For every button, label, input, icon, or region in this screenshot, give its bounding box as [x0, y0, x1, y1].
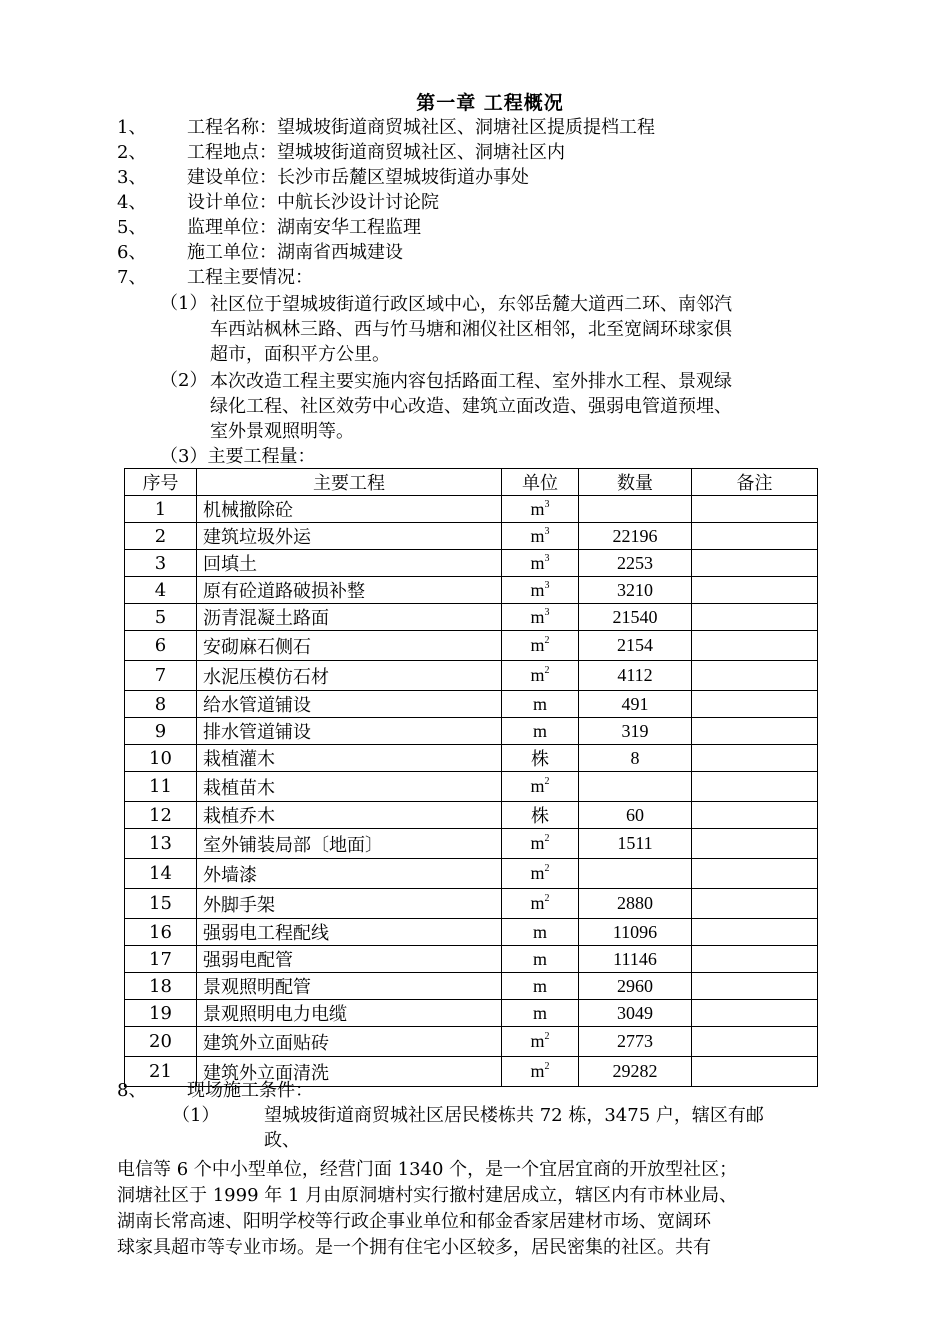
unit-text: 株 [531, 749, 549, 769]
unit-exponent: 3 [544, 579, 550, 591]
remark-cell [692, 829, 818, 859]
quantity-cell: 1511 [579, 829, 692, 859]
item-number: 8、 [117, 1080, 147, 1101]
table-row [125, 691, 818, 718]
quantity-cell: 4112 [579, 661, 692, 691]
remark-cell [692, 772, 818, 802]
paragraph-line: 电信等 6 个中小型单位，经营门面 1340 个，是一个宜居宜商的开放型社区； [117, 1159, 738, 1180]
item-text: 施工单位：湖南省西城建设 [187, 242, 403, 263]
unit-exponent: 3 [544, 552, 550, 564]
work-item-cell: 建筑外立面贴砖 [197, 1027, 502, 1057]
unit-exponent: 2 [544, 833, 550, 844]
header-cell: 序号 [125, 469, 197, 496]
item-number: 7、 [117, 267, 147, 288]
header-cell: 数量 [579, 469, 692, 496]
unit-cell [502, 973, 579, 1000]
item-number: 1、 [117, 117, 147, 138]
work-item-cell: 原有砼道路破损补整 [197, 577, 502, 604]
paragraph-line: 政、 [264, 1130, 300, 1151]
unit-text: m [530, 863, 545, 883]
item-text: 建设单位：长沙市岳麓区望城坡街道办事处 [187, 167, 529, 188]
header-cell: 备注 [692, 469, 818, 496]
quantity-cell: 29282 [579, 1057, 692, 1087]
quantity-cell: 491 [579, 691, 692, 718]
unit-cell [502, 691, 579, 718]
work-item-cell: 栽植灌木 [197, 745, 502, 772]
item-text: 现场施工条件： [187, 1080, 313, 1101]
unit-cell [502, 496, 579, 523]
remark-cell [692, 631, 818, 661]
sub-item-heading: （3）主要工程量： [160, 446, 316, 467]
unit-exponent: 2 [544, 776, 550, 787]
unit-text: m [532, 1002, 547, 1023]
unit-cell [502, 1057, 579, 1087]
remark-cell [692, 859, 818, 889]
table-row [125, 973, 818, 1000]
quantity-cell [579, 859, 692, 889]
unit-text: m [530, 525, 545, 546]
row-number-cell: 12 [125, 802, 197, 829]
work-item-cell: 回填土 [197, 550, 502, 577]
unit-text: m [530, 579, 545, 600]
table-row [125, 889, 818, 919]
sub-item-number: （1） [160, 293, 208, 314]
unit-text: m [532, 921, 547, 942]
row-number-cell: 5 [125, 604, 197, 631]
work-item-cell: 强弱电工程配线 [197, 919, 502, 946]
work-item-cell: 机械撤除砼 [197, 496, 502, 523]
table-row [125, 919, 818, 946]
unit-text: m [532, 693, 547, 714]
work-item-cell: 给水管道铺设 [197, 691, 502, 718]
row-number-cell: 11 [125, 772, 197, 802]
unit-text: m [530, 552, 545, 573]
work-item-cell: 排水管道铺设 [197, 718, 502, 745]
remark-cell [692, 1000, 818, 1027]
table-row [125, 718, 818, 745]
row-number-cell: 19 [125, 1000, 197, 1027]
unit-text: m [530, 893, 545, 913]
remark-cell [692, 604, 818, 631]
paragraph-line: 湖南长常高速、阳明学校等行政企事业单位和郁金香家居建材市场、宽阔环 [117, 1211, 711, 1232]
quantity-cell: 8 [579, 745, 692, 772]
item-text: 工程名称：望城坡街道商贸城社区、洞塘社区提质提档工程 [187, 117, 655, 138]
work-item-cell: 沥青混凝土路面 [197, 604, 502, 631]
unit-text: m [530, 498, 545, 519]
quantity-cell [579, 772, 692, 802]
item-number: 4、 [117, 192, 147, 213]
sub-item-number: （1） [172, 1105, 220, 1126]
unit-text: 株 [531, 806, 549, 826]
unit-text: m [530, 635, 545, 655]
row-number-cell: 13 [125, 829, 197, 859]
table-row [125, 577, 818, 604]
table-row [125, 496, 818, 523]
unit-text: m [532, 948, 547, 969]
unit-cell [502, 919, 579, 946]
unit-exponent: 2 [544, 1031, 550, 1042]
unit-exponent: 3 [544, 525, 550, 537]
work-item-cell: 景观照明电力电缆 [197, 1000, 502, 1027]
unit-cell [502, 889, 579, 919]
unit-text: m [530, 1031, 545, 1051]
header-cell: 单位 [502, 469, 579, 496]
quantity-cell: 11146 [579, 946, 692, 973]
work-item-cell: 水泥压模仿石材 [197, 661, 502, 691]
table-row [125, 802, 818, 829]
table-row [125, 550, 818, 577]
chapter-title: 第一章 工程概况 [416, 92, 564, 114]
row-number-cell: 10 [125, 745, 197, 772]
paragraph-line: 社区位于望城坡街道行政区域中心，东邻岳麓大道西二环、南邻汽 [210, 294, 732, 315]
work-item-cell: 景观照明配管 [197, 973, 502, 1000]
unit-cell [502, 1000, 579, 1027]
unit-cell [502, 577, 579, 604]
unit-exponent: 2 [544, 665, 550, 676]
unit-cell [502, 661, 579, 691]
unit-cell [502, 604, 579, 631]
table-row [125, 1000, 818, 1027]
remark-cell [692, 889, 818, 919]
unit-text: m [530, 833, 545, 853]
remark-cell [692, 802, 818, 829]
unit-text: m [532, 975, 547, 996]
unit-text: m [530, 776, 545, 796]
table-header-row [125, 469, 818, 496]
remark-cell [692, 1057, 818, 1087]
row-number-cell: 4 [125, 577, 197, 604]
quantity-cell: 2880 [579, 889, 692, 919]
unit-exponent: 3 [544, 606, 550, 618]
unit-cell [502, 829, 579, 859]
remark-cell [692, 973, 818, 1000]
unit-exponent: 3 [544, 498, 550, 510]
row-number-cell: 14 [125, 859, 197, 889]
unit-text: m [530, 606, 545, 627]
sub-item-number: （2） [160, 370, 208, 391]
unit-cell [502, 859, 579, 889]
table-row [125, 523, 818, 550]
item-text: 工程地点：望城坡街道商贸城社区、洞塘社区内 [187, 142, 565, 163]
paragraph-line: 超市，面积平方公里。 [210, 344, 390, 365]
quantity-cell: 3210 [579, 577, 692, 604]
quantities-table [124, 468, 818, 1087]
quantity-cell [579, 496, 692, 523]
remark-cell [692, 946, 818, 973]
item-number: 2、 [117, 142, 147, 163]
remark-cell [692, 661, 818, 691]
paragraph-line: 望城坡街道商贸城社区居民楼栋共 72 栋，3475 户，辖区有邮 [264, 1105, 764, 1126]
table-row [125, 745, 818, 772]
unit-text: m [530, 1061, 545, 1081]
table-row [125, 946, 818, 973]
unit-cell [502, 550, 579, 577]
remark-cell [692, 691, 818, 718]
work-item-cell: 栽植苗木 [197, 772, 502, 802]
unit-exponent: 2 [544, 863, 550, 874]
quantity-cell: 319 [579, 718, 692, 745]
unit-cell [502, 802, 579, 829]
row-number-cell: 15 [125, 889, 197, 919]
remark-cell [692, 550, 818, 577]
table-row [125, 661, 818, 691]
table-row [125, 1027, 818, 1057]
row-number-cell: 3 [125, 550, 197, 577]
table-row [125, 772, 818, 802]
quantity-cell: 2773 [579, 1027, 692, 1057]
table-row [125, 604, 818, 631]
unit-text: m [530, 665, 545, 685]
row-number-cell: 18 [125, 973, 197, 1000]
quantity-cell: 3049 [579, 1000, 692, 1027]
row-number-cell: 20 [125, 1027, 197, 1057]
row-number-cell: 1 [125, 496, 197, 523]
row-number-cell: 9 [125, 718, 197, 745]
paragraph-line: 室外景观照明等。 [210, 421, 354, 442]
unit-cell [502, 523, 579, 550]
remark-cell [692, 496, 818, 523]
item-text: 监理单位：湖南安华工程监理 [187, 217, 421, 238]
item-text: 工程主要情况： [187, 267, 313, 288]
work-item-cell: 建筑外立面清洗 [197, 1057, 502, 1087]
work-item-cell: 建筑垃圾外运 [197, 523, 502, 550]
unit-text: m [532, 720, 547, 741]
paragraph-line: 本次改造工程主要实施内容包括路面工程、室外排水工程、景观绿 [210, 371, 732, 392]
quantity-cell: 2154 [579, 631, 692, 661]
unit-exponent: 2 [544, 1061, 550, 1072]
remark-cell [692, 577, 818, 604]
table-body [125, 496, 818, 1087]
paragraph-line: 绿化工程、社区效劳中心改造、建筑立面改造、强弱电管道预埋、 [210, 396, 732, 417]
remark-cell [692, 1027, 818, 1057]
row-number-cell: 8 [125, 691, 197, 718]
header-cell: 主要工程 [197, 469, 502, 496]
remark-cell [692, 745, 818, 772]
paragraph-line: 洞塘社区于 1999 年 1 月由原洞塘村实行撤村建居成立，辖区内有市林业局、 [117, 1185, 738, 1206]
table-row [125, 631, 818, 661]
remark-cell [692, 718, 818, 745]
work-item-cell: 外脚手架 [197, 889, 502, 919]
item-text: 设计单位：中航长沙设计讨论院 [187, 192, 439, 213]
work-item-cell: 栽植乔木 [197, 802, 502, 829]
unit-cell [502, 772, 579, 802]
remark-cell [692, 919, 818, 946]
remark-cell [692, 523, 818, 550]
unit-cell [502, 946, 579, 973]
table-row [125, 829, 818, 859]
unit-exponent: 2 [544, 893, 550, 904]
paragraph-line: 球家具超市等专业市场。是一个拥有住宅小区较多，居民密集的社区。共有 [117, 1237, 711, 1258]
paragraph-line: 车西站枫林三路、西与竹马塘和湘仪社区相邻，北至宽阔环球家俱 [210, 319, 732, 340]
item-number: 6、 [117, 242, 147, 263]
table-row [125, 859, 818, 889]
row-number-cell: 6 [125, 631, 197, 661]
row-number-cell: 2 [125, 523, 197, 550]
quantity-cell: 11096 [579, 919, 692, 946]
work-item-cell: 室外铺装局部〔地面〕 [197, 829, 502, 859]
row-number-cell: 7 [125, 661, 197, 691]
body-paragraph [117, 1157, 737, 1261]
unit-exponent: 2 [544, 635, 550, 646]
row-number-cell: 17 [125, 946, 197, 973]
unit-cell [502, 718, 579, 745]
work-item-cell: 外墙漆 [197, 859, 502, 889]
row-number-cell: 16 [125, 919, 197, 946]
row-number-cell: 21 [125, 1057, 197, 1087]
sub-item-paragraph [210, 292, 732, 367]
quantity-cell: 2253 [579, 550, 692, 577]
quantity-cell: 60 [579, 802, 692, 829]
quantity-cell: 21540 [579, 604, 692, 631]
item-number: 5、 [117, 217, 147, 238]
unit-cell [502, 745, 579, 772]
sub-item-paragraph [210, 369, 732, 444]
work-item-cell: 强弱电配管 [197, 946, 502, 973]
item-number: 3、 [117, 167, 147, 188]
work-item-cell: 安砌麻石侧石 [197, 631, 502, 661]
unit-cell [502, 1027, 579, 1057]
quantity-cell: 2960 [579, 973, 692, 1000]
quantity-cell: 22196 [579, 523, 692, 550]
unit-cell [502, 631, 579, 661]
